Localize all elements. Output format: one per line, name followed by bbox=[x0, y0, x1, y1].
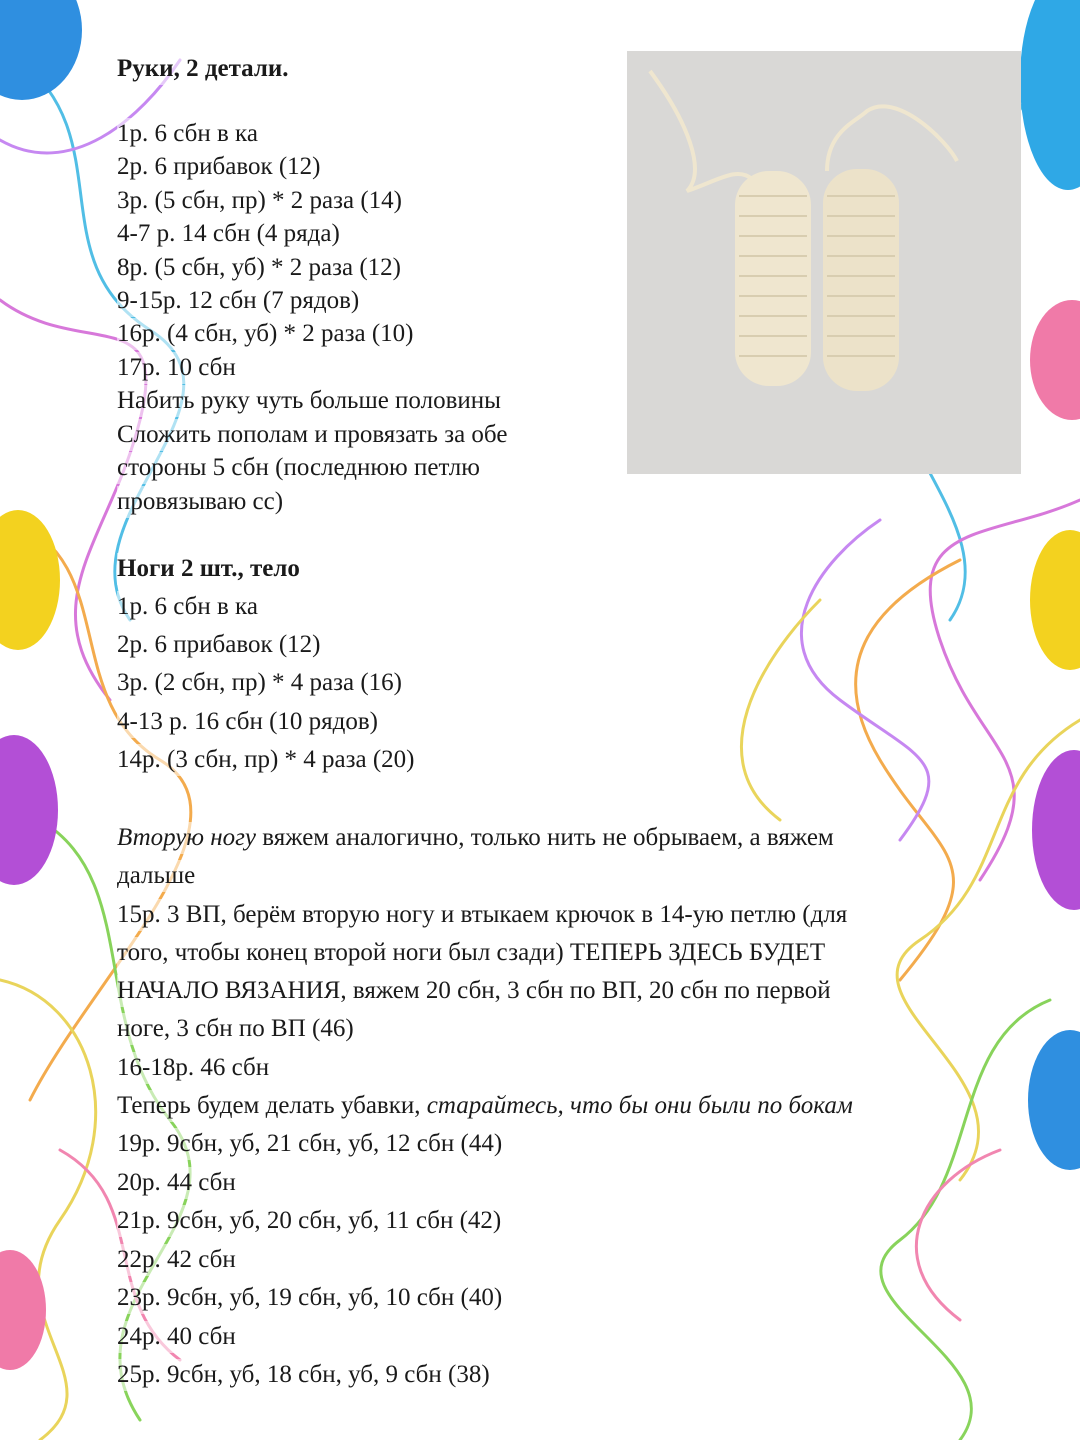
body-row-15: НАЧАЛО ВЯЗАНИЯ, вяжем 20 сбн, 3 сбн по ВП, 20 сбн по первой bbox=[117, 975, 834, 1007]
arms-row: 4-7 р. 14 сбн (4 ряда) bbox=[117, 218, 343, 250]
body-row: 23р. 9сбн, уб, 19 сбн, уб, 10 сбн (40) bbox=[117, 1282, 505, 1314]
second-leg-text bbox=[117, 822, 837, 854]
arms-row: 3р. (5 сбн, пр) * 2 раза (14) bbox=[117, 185, 405, 217]
legs-row: 14р. (3 сбн, пр) * 4 раза (20) bbox=[117, 744, 418, 776]
body-row-15: 15р. 3 ВП, берём вторую ногу и втыкаем крючок в 14-ую петлю (для bbox=[117, 899, 850, 931]
decrease-note bbox=[117, 1090, 856, 1122]
arms-row: 1р. 6 сбн в ка bbox=[117, 118, 261, 150]
second-leg-rest: вяжем аналогично, только нить не обрываем, а вяжем bbox=[256, 824, 834, 851]
body-row: 25р. 9сбн, уб, 18 сбн, уб, 9 сбн (38) bbox=[117, 1359, 493, 1391]
legs-row: 1р. 6 сбн в ка bbox=[117, 591, 261, 623]
arms-title: Руки, 2 детали. bbox=[117, 53, 292, 85]
arms-row: 16р. (4 сбн, уб) * 2 раза (10) bbox=[117, 318, 417, 350]
arms-row: 9-15р. 12 сбн (7 рядов) bbox=[117, 285, 362, 317]
body-row: 22р. 42 сбн bbox=[117, 1244, 239, 1276]
arms-row: стороны 5 сбн (последнюю петлю bbox=[117, 452, 483, 484]
arms-row: провязываю сс) bbox=[117, 486, 286, 518]
decrease-note-plain: Теперь будем делать убавки, bbox=[117, 1092, 427, 1119]
body-row: 20р. 44 сбн bbox=[117, 1167, 239, 1199]
body-row-16: 16-18р. 46 сбн bbox=[117, 1052, 272, 1084]
body-row: 21р. 9сбн, уб, 20 сбн, уб, 11 сбн (42) bbox=[117, 1205, 504, 1237]
decrease-note-italic: старайтесь, что бы они были по бокам bbox=[426, 1092, 853, 1119]
second-leg-italic: Вторую ногу bbox=[117, 824, 257, 851]
legs-row: 2р. 6 прибавок (12) bbox=[117, 629, 324, 661]
arms-row: Сложить пополам и провязать за обе bbox=[117, 419, 510, 451]
body-row-15: того, чтобы конец второй ноги был сзади) ТЕПЕРЬ ЗДЕСЬ БУДЕТ bbox=[117, 937, 828, 969]
legs-row: 3р. (2 сбн, пр) * 4 раза (16) bbox=[117, 667, 405, 699]
second-leg-cont: дальше bbox=[117, 860, 198, 892]
arms-row: 8р. (5 сбн, уб) * 2 раза (12) bbox=[117, 252, 404, 284]
body-row: 19р. 9сбн, уб, 21 сбн, уб, 12 сбн (44) bbox=[117, 1128, 505, 1160]
arms-row: 17р. 10 сбн bbox=[117, 352, 239, 384]
body-row: 24р. 40 сбн bbox=[117, 1321, 239, 1353]
legs-row: 4-13 р. 16 сбн (10 рядов) bbox=[117, 706, 381, 738]
legs-title: Ноги 2 шт., тело bbox=[117, 553, 303, 585]
arms-row: Набить руку чуть больше половины bbox=[117, 385, 504, 417]
body-row-15: ноге, 3 сбн по ВП (46) bbox=[117, 1013, 357, 1045]
arms-row: 2р. 6 прибавок (12) bbox=[117, 151, 324, 183]
